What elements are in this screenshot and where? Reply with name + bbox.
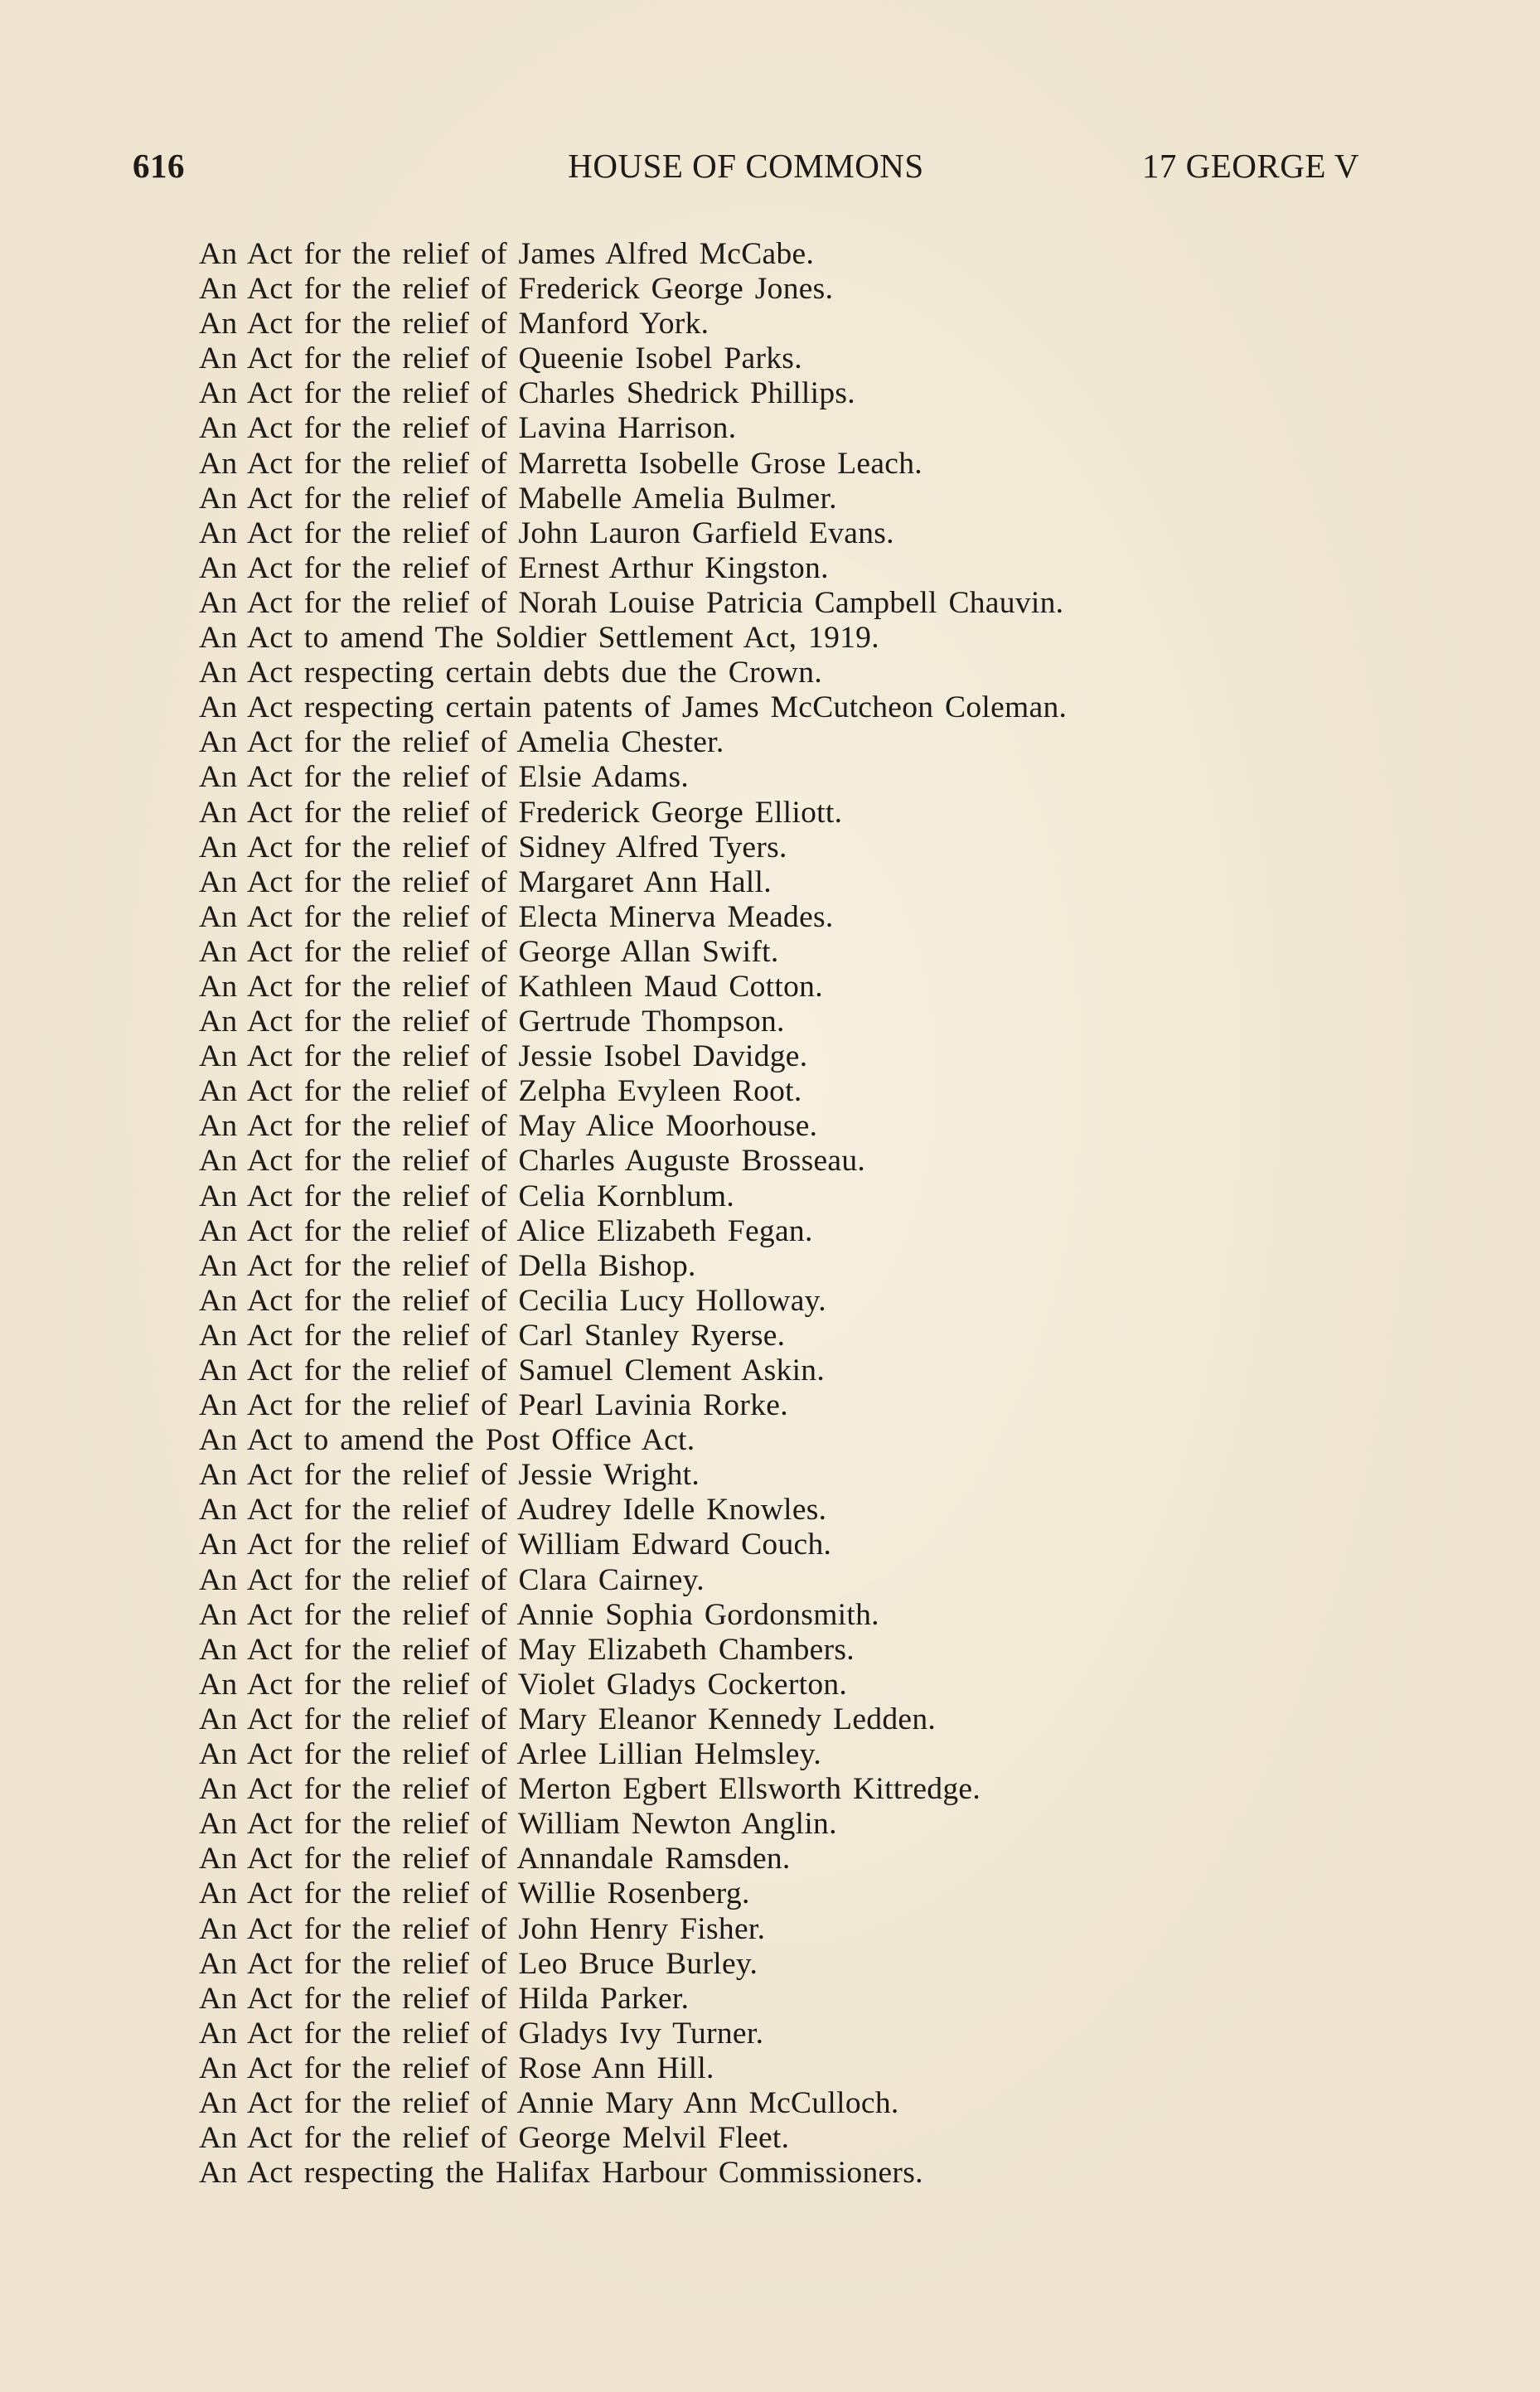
act-entry: An Act for the relief of Margaret Ann Hall. [199,864,772,899]
act-entry: An Act for the relief of Pearl Lavinia Rorke. [199,1388,788,1423]
act-entry: An Act for the relief of Sidney Alfred Tyers. [199,830,787,864]
act-entry: An Act for the relief of Amelia Chester. [199,725,724,760]
act-entry: An Act for the relief of Arlee Lillian Helmsley. [199,1737,822,1772]
act-entry: An Act for the relief of Marretta Isobelle Grose Leach. [199,446,923,481]
act-entry: An Act for the relief of Charles Auguste Brosseau. [199,1144,866,1179]
act-entry: An Act respecting the Halifax Harbour Commissioners. [199,2156,923,2191]
act-entry: An Act for the relief of Della Bishop. [199,1248,696,1283]
act-entry: An Act for the relief of Mabelle Amelia Bulmer. [199,481,837,516]
act-entry: An Act for the relief of Gertrude Thompson. [199,1005,785,1039]
act-entry: An Act for the relief of May Elizabeth Chambers. [199,1632,855,1667]
act-entry: An Act for the relief of Ernest Arthur Kingston. [199,550,829,585]
act-entry: An Act for the relief of Zelpha Evyleen Root. [199,1074,802,1109]
regnal-year: 17 GEORGE V [1141,147,1359,185]
act-entry: An Act for the relief of Rose Ann Hill. [199,2051,714,2085]
act-entry: An Act for the relief of Electa Minerva Meades. [199,899,834,934]
page-title: HOUSE OF COMMONS [568,147,924,185]
running-head [133,146,1359,189]
act-entry: An Act for the relief of May Alice Moorhouse. [199,1109,818,1144]
act-entry: An Act for the relief of Manford York. [199,307,709,341]
act-entry: An Act for the relief of Violet Gladys Cockerton. [199,1667,848,1702]
act-entry: An Act for the relief of John Lauron Garfield Evans. [199,516,894,550]
act-entry: An Act for the relief of Jessie Isobel Davidge. [199,1039,808,1074]
act-entry: An Act for the relief of William Newton Anglin. [199,1807,837,1842]
act-entry: An Act for the relief of Frederick George Elliott. [199,795,843,830]
act-entry: An Act respecting certain debts due the Crown. [199,656,823,690]
act-entry: An Act for the relief of William Edward Couch. [199,1528,832,1562]
act-entry: An Act for the relief of Jessie Wright. [199,1458,700,1493]
act-entry: An Act for the relief of Cecilia Lucy Holloway. [199,1283,826,1318]
act-entry: An Act for the relief of Merton Egbert Ellsworth Kittredge. [199,1772,981,1807]
acts-list [199,237,1359,2191]
act-entry: An Act for the relief of Clara Cairney. [199,1562,705,1597]
act-entry: An Act for the relief of John Henry Fisher. [199,1911,766,1946]
act-entry: An Act for the relief of Frederick George Jones. [199,272,834,307]
act-entry: An Act for the relief of Gladys Ivy Turner. [199,2016,764,2051]
act-entry: An Act for the relief of Hilda Parker. [199,1981,690,2016]
act-entry: An Act for the relief of Annie Mary Ann McCulloch. [199,2085,899,2120]
act-entry: An Act for the relief of James Alfred McCabe. [199,237,815,271]
act-entry: An Act for the relief of Norah Louise Patricia Campbell Chauvin. [199,585,1064,620]
act-entry: An Act for the relief of Charles Shedrick Phillips. [199,376,855,411]
act-entry: An Act for the relief of Mary Eleanor Kennedy Ledden. [199,1702,937,1736]
act-entry: An Act for the relief of Annandale Ramsden. [199,1842,791,1876]
act-entry: An Act for the relief of Celia Kornblum. [199,1179,735,1213]
act-entry: An Act for the relief of Carl Stanley Ryerse. [199,1318,786,1353]
act-entry: An Act to amend the Post Office Act. [199,1423,695,1458]
act-entry: An Act for the relief of Kathleen Maud Cotton. [199,969,823,1004]
act-entry: An Act to amend The Soldier Settlement Act, 1919. [199,621,879,656]
act-entry: An Act for the relief of George Melvil Fleet. [199,2121,790,2156]
act-entry: An Act for the relief of Annie Sophia Gordonsmith. [199,1597,879,1632]
act-entry: An Act for the relief of George Allan Swift. [199,934,779,969]
act-entry: An Act for the relief of Willie Rosenberg. [199,1876,750,1911]
act-entry: An Act for the relief of Lavina Harrison. [199,411,737,446]
page-number: 616 [133,147,185,185]
act-entry: An Act for the relief of Alice Elizabeth Fegan. [199,1213,813,1248]
act-entry: An Act for the relief of Audrey Idelle Knowles. [199,1493,827,1528]
act-entry: An Act for the relief of Leo Bruce Burley. [199,1946,758,1981]
act-entry: An Act for the relief of Queenie Isobel Parks. [199,341,802,376]
act-entry: An Act for the relief of Samuel Clement Askin. [199,1353,826,1387]
act-entry: An Act respecting certain patents of James McCutcheon Coleman. [199,690,1068,725]
act-entry: An Act for the relief of Elsie Adams. [199,760,690,795]
